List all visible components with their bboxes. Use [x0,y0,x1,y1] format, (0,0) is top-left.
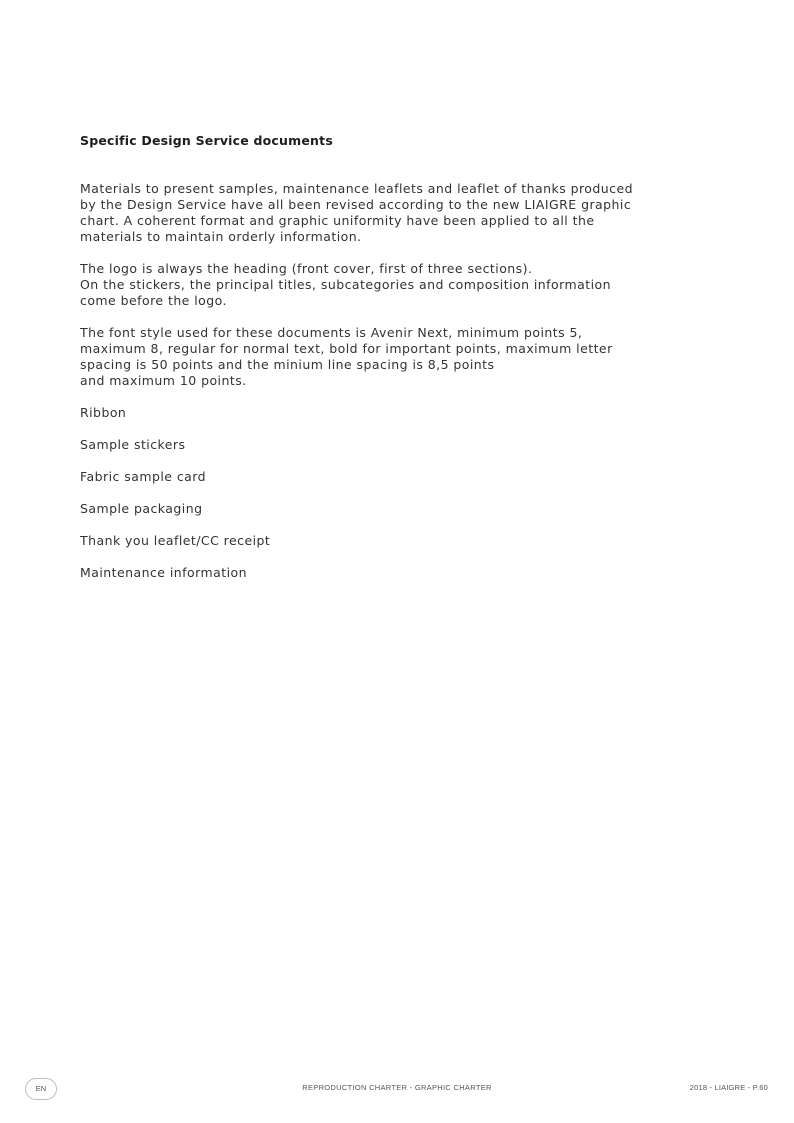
paragraph-line: Materials to present samples, maintenance leaflets and leaflet of thanks produced [80,181,633,196]
list-item-maintenance-information: Maintenance information [80,565,247,580]
paragraph-line: The font style used for these documents is Avenir Next, minimum points 5, [80,325,583,340]
page-footer [0,1078,794,1100]
paragraph-line: maximum 8, regular for normal text, bold for important points, maximum letter [80,341,613,356]
paragraph-line: by the Design Service have all been revised according to the new LIAIGRE graphic [80,197,632,212]
language-badge[interactable]: EN [25,1078,57,1100]
document-body [80,133,660,597]
list-item-sample-packaging: Sample packaging [80,501,203,516]
paragraph-line: and maximum 10 points. [80,373,247,388]
paragraph-font [80,325,660,389]
paragraph-logo [80,261,660,309]
paragraph-line: come before the logo. [80,293,227,308]
page-number: 2018 - LIAIGRE - P.60 [689,1083,768,1092]
section-heading: Specific Design Service documents [80,133,333,148]
paragraph-line: materials to maintain orderly information. [80,229,362,244]
paragraph-line: The logo is always the heading (front cover, first of three sections). [80,261,533,276]
footer-title: REPRODUCTION CHARTER - GRAPHIC CHARTER [302,1083,492,1092]
list-item-thank-you-leaflet: Thank you leaflet/CC receipt [80,533,271,548]
paragraph-line: chart. A coherent format and graphic uniformity have been applied to all the [80,213,595,228]
list-item-ribbon: Ribbon [80,405,127,420]
document-list [80,405,660,581]
list-item-sample-stickers: Sample stickers [80,437,186,452]
paragraph-line: spacing is 50 points and the minium line spacing is 8,5 points [80,357,495,372]
paragraph-intro [80,181,660,245]
paragraph-line: On the stickers, the principal titles, subcategories and composition information [80,277,611,292]
list-item-fabric-sample-card: Fabric sample card [80,469,207,484]
